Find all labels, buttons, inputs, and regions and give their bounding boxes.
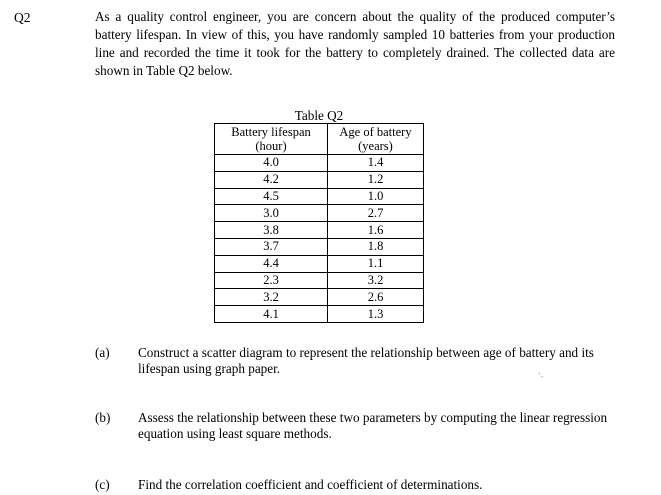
question-intro: As a quality control engineer, you are concern about the quality of the produced computer’s battery lifespan. In view of this, you have randomly sampled 10 batteries from your production line and recorded the time it took for the battery to completely drained. The collected data are shown in Table Q2 below. — [95, 9, 615, 78]
data-table — [214, 123, 424, 323]
age-cell: 1.3 — [328, 306, 424, 323]
table-row — [215, 289, 424, 306]
age-cell: 1.1 — [328, 255, 424, 272]
header-battery-lifespan: Battery lifespan (hour) — [215, 124, 328, 155]
table-row — [215, 255, 424, 272]
table-row — [215, 222, 424, 239]
age-cell: 1.6 — [328, 222, 424, 239]
part-c-text: Find the correlation coefficient and coefficient of determinations. — [138, 477, 483, 492]
question-number: Q2 — [14, 10, 31, 25]
lifespan-cell: 4.5 — [215, 188, 328, 205]
lifespan-cell: 3.7 — [215, 238, 328, 255]
table-row — [215, 188, 424, 205]
part-b-text: Assess the relationship between these two parameters by computing the linear regression equation using least square methods. — [138, 410, 608, 441]
age-cell: 1.4 — [328, 155, 424, 172]
lifespan-cell: 2.3 — [215, 272, 328, 289]
part-a-text: Construct a scatter diagram to represent the relationship between age of battery and its lifespan using graph paper. — [138, 345, 594, 376]
part-b-label: (b) — [95, 410, 111, 425]
table-row — [215, 205, 424, 222]
lifespan-cell: 4.1 — [215, 306, 328, 323]
lifespan-cell: 4.4 — [215, 255, 328, 272]
age-cell: 1.2 — [328, 171, 424, 188]
age-cell: 2.6 — [328, 289, 424, 306]
lifespan-cell: 3.8 — [215, 222, 328, 239]
scan-mark: '- — [538, 372, 544, 382]
lifespan-cell: 3.2 — [215, 289, 328, 306]
table-row — [215, 171, 424, 188]
header-age-of-battery: Age of battery (years) — [328, 124, 424, 155]
table-row — [215, 155, 424, 172]
table-row — [215, 238, 424, 255]
table-row — [215, 272, 424, 289]
lifespan-cell: 3.0 — [215, 205, 328, 222]
age-cell: 1.8 — [328, 238, 424, 255]
age-cell: 2.7 — [328, 205, 424, 222]
table-caption: Table Q2 — [294, 108, 344, 123]
part-c-label: (c) — [95, 477, 110, 492]
age-cell: 1.0 — [328, 188, 424, 205]
table-header-row — [215, 124, 424, 155]
part-a-label: (a) — [95, 345, 110, 360]
lifespan-cell: 4.0 — [215, 155, 328, 172]
lifespan-cell: 4.2 — [215, 171, 328, 188]
table-row — [215, 306, 424, 323]
age-cell: 3.2 — [328, 272, 424, 289]
